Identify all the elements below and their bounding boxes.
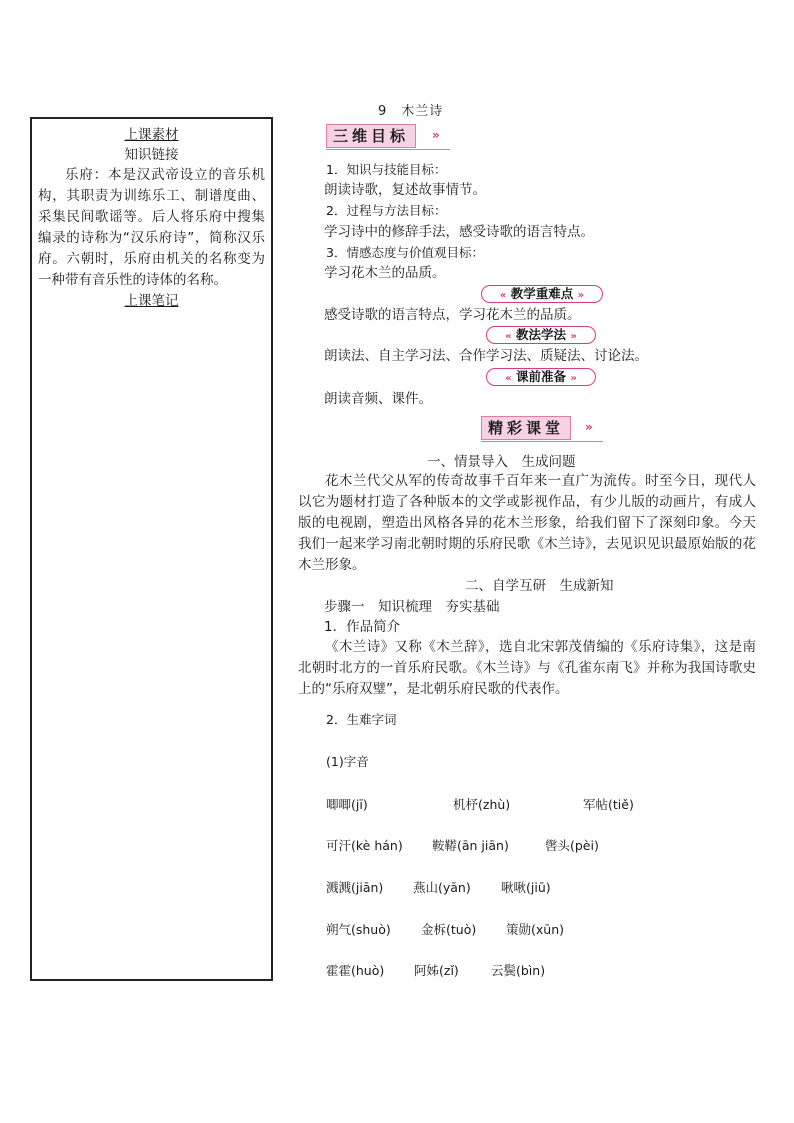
- key-points-label: 教学重难点: [510, 286, 574, 301]
- right-arrows-icon: »: [577, 290, 585, 301]
- classroom-banner: [481, 416, 603, 442]
- methods-pill: [486, 326, 596, 344]
- word-item: 可汗(kè hán): [326, 838, 403, 853]
- left-arrows-icon: «: [505, 373, 512, 384]
- preparation-label: 课前准备: [515, 369, 566, 384]
- word-item: 策勋(xūn): [506, 922, 564, 937]
- intro-title: 1．作品简介: [324, 619, 401, 635]
- sidebar-paragraph: 乐府：本是汉武帝设立的音乐机构，其职责为训练乐工、制谱度曲、采集民间歌谣等。后人将乐府中搜集编录的诗称为“汉乐府诗”，简称汉乐府。六朝时，乐府由机关的名称变为一种带有音乐性的诗体的名称。: [38, 167, 265, 288]
- word-item: 军帖(tiě): [583, 797, 634, 812]
- preparation-pill: [486, 368, 596, 386]
- sidebar-box: [30, 117, 273, 981]
- word-item: 辔头(pèi): [545, 838, 599, 853]
- word-item: 阿姊(zǐ): [414, 963, 459, 978]
- word-item: 霍霍(huò): [326, 963, 385, 978]
- step-1-title: 步骤一 知识梳理 夯实基础: [324, 599, 500, 615]
- word-item: 鞍鞯(ān jiān): [432, 838, 509, 853]
- word-item: 金柝(tuò): [421, 922, 477, 937]
- word-item: 燕山(yān): [413, 880, 471, 895]
- goal-3-text: 学习花木兰的品质。: [324, 265, 446, 281]
- vocab-title: 2．生难字词: [326, 712, 397, 727]
- section-1-text: 花木兰代父从军的传奇故事千百年来一直广为流传。时至今日，现代人以它为题材打造了各种版本的文学或影视作品，有少儿版的动画片，有成人版的电视剧，塑造出风格各异的花木兰形象，给我们留下了深刻印象。今天我们一起来学习南北朝时期的乐府民歌《木兰诗》，去见识见识最原始版的花木兰形象。: [298, 473, 756, 573]
- goal-1-title: 1．知识与技能目标：: [326, 162, 447, 177]
- methods-text: 朗读法、自主学习法、合作学习法、质疑法、讨论法。: [324, 348, 648, 364]
- goal-2-title: 2．过程与方法目标：: [326, 203, 447, 218]
- classroom-banner-title: 精彩课堂: [481, 416, 571, 440]
- goals-banner: [326, 124, 450, 150]
- word-item: 机杼(zhù): [453, 797, 511, 812]
- goals-banner-underline: [326, 149, 450, 150]
- double-arrow-icon: »: [585, 420, 593, 434]
- right-arrows-icon: »: [570, 331, 577, 342]
- word-item: 朔气(shuò): [326, 922, 391, 937]
- key-points-pill: [481, 285, 603, 303]
- right-arrows-icon: »: [570, 373, 577, 384]
- double-arrow-icon: »: [432, 128, 440, 142]
- classroom-banner-underline: [481, 441, 603, 442]
- goals-banner-title: 三维目标: [326, 124, 416, 148]
- sidebar-notes-heading: 上课笔记: [124, 293, 179, 309]
- lesson-title: 9 木兰诗: [378, 104, 444, 119]
- section-2-title: 二、自学互研 生成新知: [465, 578, 614, 594]
- word-item: 云鬓(bìn): [491, 963, 546, 978]
- left-arrows-icon: «: [505, 331, 512, 342]
- intro-text: 《木兰诗》又称《木兰辞》，选自北宋郭茂倩编的《乐府诗集》，这是南北朝时北方的一首乐府民歌。《木兰诗》与《孔雀东南飞》并称为我国诗歌史上的“乐府双璧”，是北朝乐府民歌的代表作。: [298, 639, 756, 697]
- key-points-text: 感受诗歌的语言特点，学习花木兰的品质。: [324, 307, 581, 323]
- left-arrows-icon: «: [499, 290, 507, 301]
- preparation-text: 朗读音频、课件。: [324, 391, 432, 407]
- methods-label: 教法学法: [515, 327, 566, 342]
- goal-1-text: 朗读诗歌，复述故事情节。: [324, 182, 486, 198]
- section-1-title: 一、情景导入 生成问题: [427, 454, 576, 470]
- sidebar-subheading: 知识链接: [124, 147, 179, 163]
- word-item: 啾啾(jiū): [501, 880, 551, 895]
- word-item: 溅溅(jiān): [326, 880, 384, 895]
- word-item: 唧唧(jī): [326, 797, 368, 812]
- pronunciation-title: (1)字音: [326, 754, 369, 769]
- goal-2-text: 学习诗中的修辞手法，感受诗歌的语言特点。: [324, 224, 594, 240]
- sidebar-heading: 上课素材: [124, 127, 179, 143]
- goal-3-title: 3．情感态度与价值观目标：: [326, 245, 484, 260]
